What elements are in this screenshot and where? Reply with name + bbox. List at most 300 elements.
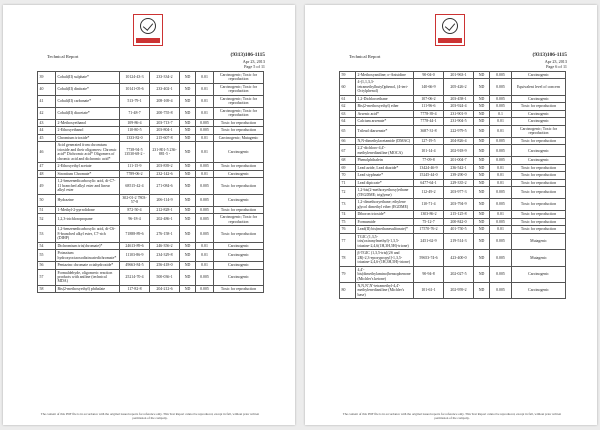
result-cell: ND <box>474 233 490 249</box>
substance-name-cell: Potassium hydroxyoctaoxodizincatedichromate* <box>56 250 120 262</box>
limit-cell: 0.005 <box>490 72 512 79</box>
limit-cell: 0.01 <box>196 72 214 84</box>
hazard-cell: Carcinogenic; Toxic for reproduction <box>214 107 264 119</box>
table-row <box>38 206 264 213</box>
result-cell: ND <box>474 250 490 266</box>
ec-no-cell: 229-335-2 <box>444 179 474 186</box>
item-no-cell: 74 <box>340 211 356 218</box>
hazard-cell: Toxic for reproduction <box>512 211 566 218</box>
limit-cell: 0.005 <box>490 137 512 144</box>
cas-no-cell: 101-61-1 <box>414 282 444 298</box>
result-cell: ND <box>180 262 196 269</box>
result-cell: ND <box>180 107 196 119</box>
substance-name-cell: 1,2-benzenedicarboxylic acid, di-C6-8-branched alkyl ester, C7-rich (DIHP) <box>56 226 120 242</box>
item-no-cell: 44 <box>38 127 56 134</box>
table-row <box>38 107 264 119</box>
table-row <box>340 164 566 171</box>
table-row <box>38 226 264 242</box>
table-row <box>340 95 566 102</box>
substance-name-cell: Cobalt(II) dinitrate* <box>56 83 120 95</box>
ec-no-cell: 203-804-1 <box>150 127 180 134</box>
ec-no-cell: 201-963-1 <box>444 72 474 79</box>
result-cell: ND <box>474 125 490 137</box>
table-row <box>38 269 264 285</box>
hazard-cell: Toxic for reproduction <box>512 199 566 211</box>
table-row <box>340 79 566 95</box>
item-no-cell: 40 <box>38 83 56 95</box>
item-no-cell: 69 <box>340 164 356 171</box>
cas-no-cell: 90-94-8 <box>414 266 444 282</box>
limit-cell: 0.005 <box>490 95 512 102</box>
item-no-cell: 58 <box>38 285 56 292</box>
limit-cell: 0.005 <box>196 119 214 126</box>
limit-cell: 0.1 <box>490 110 512 117</box>
cas-no-cell: 10124-43-3 <box>120 72 150 84</box>
ec-no-cell: 233-334-2 <box>150 72 180 84</box>
cas-no-cell: 25214-70-4 <box>120 269 150 285</box>
substance-name-cell: Strontium Chromate* <box>56 170 120 177</box>
item-no-cell: 73 <box>340 199 356 211</box>
substance-name-cell: Lead styphnate* <box>356 172 414 179</box>
hazard-cell: Carcinogenic; Toxic for reproduction <box>512 125 566 137</box>
ec-no-cell: 203-794-9 <box>444 199 474 211</box>
hazard-cell: Toxic for reproduction <box>214 226 264 242</box>
table-row <box>38 170 264 177</box>
limit-cell: 0.01 <box>490 226 512 233</box>
hazard-cell: Carcinogenic; Toxic for reproduction <box>214 72 264 84</box>
item-no-cell: 49 <box>38 178 56 194</box>
ec-no-cell: 231-901-9 <box>444 110 474 117</box>
cas-no-cell: 302-01-2 7803-57-8 <box>120 194 150 206</box>
cas-no-cell: 7778-39-4 <box>414 110 444 117</box>
result-cell: ND <box>474 211 490 218</box>
hazard-cell: Carcinogenic <box>512 72 566 79</box>
hazard-cell: Carcinogenic <box>512 110 566 117</box>
cas-no-cell: 96-18-4 <box>120 214 150 226</box>
limit-cell: 0.01 <box>490 179 512 186</box>
item-no-cell: 52 <box>38 214 56 226</box>
item-no-cell: 57 <box>38 269 56 285</box>
limit-cell: 0.01 <box>196 83 214 95</box>
hazard-cell: Carcinogenic <box>512 266 566 282</box>
item-no-cell: 51 <box>38 206 56 213</box>
result-cell: ND <box>180 194 196 206</box>
item-no-cell: 41 <box>38 95 56 107</box>
substance-name-cell: Bis(2-methoxyethyl) ether <box>356 103 414 110</box>
hazard-cell: Carcinogenic; Mutagenic <box>214 134 264 141</box>
table-row <box>340 250 566 266</box>
substance-name-cell: Cobalt(II) diacetate* <box>56 107 120 119</box>
substance-name-cell: 2-Methoxyethanol <box>56 119 120 126</box>
limit-cell: 0.01 <box>196 170 214 177</box>
result-cell: ND <box>180 226 196 242</box>
hazard-cell: Toxic for reproduction <box>214 127 264 134</box>
hazard-cell: Toxic for reproduction <box>214 285 264 292</box>
result-cell: ND <box>180 83 196 95</box>
hazard-cell: Toxic for reproduction <box>512 137 566 144</box>
substance-name-cell: Diboron trioxide* <box>356 211 414 218</box>
substance-name-cell: Hydrazine <box>56 194 120 206</box>
item-no-cell: 75 <box>340 218 356 225</box>
table-row <box>340 211 566 218</box>
ec-no-cell: 256-418-0 <box>150 262 180 269</box>
substance-name-cell: N,N-dimethylacetamide (DMAC) <box>356 137 414 144</box>
substance-name-cell: 2-Ethoxyethyl acetate <box>56 163 120 170</box>
hazard-cell: Carcinogenic <box>512 118 566 125</box>
item-no-cell: 79 <box>340 266 356 282</box>
item-no-cell: 61 <box>340 95 356 102</box>
ec-no-cell: 232-142-6 <box>150 170 180 177</box>
page-footer: The content of this PDF file is in accordance with the original issued reports for reference only. This Test Report cannot be reproduced, except in full, without prior written permission of the company. <box>342 411 562 420</box>
ec-no-cell: 206-114-9 <box>150 194 180 206</box>
hazard-cell: Carcinogenic <box>512 145 566 157</box>
limit-cell: 0.01 <box>490 211 512 218</box>
ec-no-cell: 212-828-1 <box>150 206 180 213</box>
cas-no-cell: 140-66-9 <box>414 79 444 95</box>
cas-no-cell: 7778-44-1 <box>414 118 444 125</box>
table-row <box>340 125 566 137</box>
table-row <box>340 172 566 179</box>
result-cell: ND <box>474 199 490 211</box>
cas-no-cell: 15245-44-0 <box>414 172 444 179</box>
hazard-cell: Toxic for reproduction <box>214 119 264 126</box>
table-row <box>38 214 264 226</box>
cas-no-cell: 17570-76-2 <box>414 226 444 233</box>
ec-no-cell: 215-607-8 <box>150 134 180 141</box>
hazard-cell: Toxic for reproduction <box>512 187 566 199</box>
ec-no-cell: 202-918-9 <box>444 145 474 157</box>
cas-no-cell: 11103-86-9 <box>120 250 150 262</box>
report-title: Technical Report <box>349 54 381 59</box>
limit-cell: 0.01 <box>196 242 214 249</box>
item-no-cell: 77 <box>340 233 356 249</box>
ec-no-cell: 423-400-0 <box>444 250 474 266</box>
limit-cell: 0.01 <box>490 164 512 171</box>
cas-no-cell: 59653-74-6 <box>414 250 444 266</box>
ec-no-cell: 204-212-6 <box>150 285 180 292</box>
cas-no-cell: 3687-31-8 <box>414 125 444 137</box>
table-row <box>38 95 264 107</box>
result-cell: ND <box>180 178 196 194</box>
ec-no-cell: 231-904-5 <box>444 118 474 125</box>
cas-no-cell: 872-50-4 <box>120 206 150 213</box>
page-number: Page 5 of 11 <box>244 64 265 69</box>
result-cell: ND <box>180 206 196 213</box>
substance-name-cell: Lead dipicrate* <box>356 179 414 186</box>
item-no-cell: 55 <box>38 250 56 262</box>
table-row <box>340 187 566 199</box>
hazard-cell: Toxic for reproduction <box>512 218 566 225</box>
limit-cell: 0.005 <box>490 282 512 298</box>
ec-no-cell: 203-977-3 <box>444 187 474 199</box>
result-cell: ND <box>180 119 196 126</box>
substance-name-cell: 1,2-Dichloroethane <box>356 95 414 102</box>
ec-no-cell: 233-402-1 <box>150 83 180 95</box>
table-row <box>340 157 566 164</box>
ec-no-cell: 205-426-2 <box>444 79 474 95</box>
ec-no-cell: 236-542-1 <box>444 164 474 171</box>
cas-no-cell: 111-15-9 <box>120 163 150 170</box>
hazard-cell: Toxic for reproduction <box>512 179 566 186</box>
item-no-cell: 46 <box>38 142 56 163</box>
hazard-cell: Carcinogenic <box>214 142 264 163</box>
substance-name-cell: Acid generated from chromium trioxide and their oligomers: Chromic acid* Dichromic acid* Oligomers of chromic acid and dichromic acid* <box>56 142 120 163</box>
hazard-cell: Carcinogenic <box>512 157 566 164</box>
result-cell: ND <box>180 242 196 249</box>
item-no-cell: 71 <box>340 179 356 186</box>
cas-no-cell: 68515-42-4 <box>120 178 150 194</box>
limit-cell: 0.01 <box>196 107 214 119</box>
cas-no-cell: 75-12-7 <box>414 218 444 225</box>
result-cell: ND <box>474 110 490 117</box>
cas-no-cell: 2451-62-9 <box>414 233 444 249</box>
substance-name-cell: 1-Methyl-2-pyrrolidone <box>56 206 120 213</box>
item-no-cell: 53 <box>38 226 56 242</box>
cas-no-cell: 49663-84-5 <box>120 262 150 269</box>
result-cell: ND <box>180 72 196 84</box>
substance-name-cell: Bis(2-methoxyethyl) phthalate <box>56 285 120 292</box>
table-row <box>38 194 264 206</box>
item-no-cell: 78 <box>340 250 356 266</box>
substance-name-cell: Cobalt(II) sulphate* <box>56 72 120 84</box>
item-no-cell: 70 <box>340 172 356 179</box>
cas-no-cell: 7789-06-2 <box>120 170 150 177</box>
hazard-cell: Toxic for reproduction <box>512 172 566 179</box>
limit-cell: 0.01 <box>196 95 214 107</box>
report-page-5 <box>3 5 295 425</box>
result-cell: ND <box>474 172 490 179</box>
result-cell: ND <box>180 269 196 285</box>
ec-no-cell: 203-458-1 <box>444 95 474 102</box>
table-row <box>340 145 566 157</box>
hazard-cell: Carcinogenic; Toxic for reproduction <box>214 83 264 95</box>
table-row <box>340 199 566 211</box>
ec-no-cell: 500-036-1 <box>150 269 180 285</box>
hazard-cell: Toxic for reproduction <box>214 178 264 194</box>
substance-name-cell: Lead azide, Lead diazide* <box>356 164 414 171</box>
result-cell: ND <box>474 145 490 157</box>
ec-no-cell: 200-755-8 <box>150 107 180 119</box>
limit-cell: 0.005 <box>490 157 512 164</box>
ec-no-cell: 222-979-5 <box>444 125 474 137</box>
substance-table <box>37 71 264 293</box>
substance-name-cell: Chromium trioxide* <box>56 134 120 141</box>
substance-name-cell: Calcium arsenate* <box>356 118 414 125</box>
result-cell: ND <box>180 170 196 177</box>
table-row <box>340 226 566 233</box>
substance-name-cell: 1,2-dimethoxyethane; ethylene glycol dimethyl ether (EGDME) <box>356 199 414 211</box>
item-no-cell: 54 <box>38 242 56 249</box>
report-number: (9313)106-1115 <box>230 52 265 58</box>
table-row <box>38 262 264 269</box>
cas-no-cell: 10141-05-6 <box>120 83 150 95</box>
ec-no-cell: 204-826-4 <box>444 137 474 144</box>
substance-name-cell: 1,2-benzenedicarboxylic acid, di-C7-11 branched alkyl ester and linear alkyl ester <box>56 178 120 194</box>
item-no-cell: 68 <box>340 157 356 164</box>
cas-no-cell: 1333-82-0 <box>120 134 150 141</box>
hazard-cell: Toxic for reproduction <box>512 103 566 110</box>
limit-cell: 0.005 <box>196 285 214 292</box>
limit-cell: 0.005 <box>490 79 512 95</box>
table-row <box>38 142 264 163</box>
result-cell: ND <box>474 282 490 298</box>
cas-no-cell: 90-04-0 <box>414 72 444 79</box>
table-row <box>340 72 566 79</box>
limit-cell: 0.005 <box>196 206 214 213</box>
result-cell: ND <box>474 79 490 95</box>
hazard-cell: Carcinogenic <box>214 269 264 285</box>
result-cell: ND <box>474 95 490 102</box>
table-row <box>38 163 264 170</box>
cas-no-cell: 112-49-2 <box>414 187 444 199</box>
ec-no-cell: 239-290-0 <box>444 172 474 179</box>
hazard-cell: Carcinogenic; Toxic for reproduction <box>214 214 264 226</box>
report-page-6 <box>305 5 597 425</box>
ec-no-cell: 202-027-5 <box>444 266 474 282</box>
item-no-cell: 65 <box>340 125 356 137</box>
table-row <box>340 137 566 144</box>
hazard-cell: Toxic for reproduction <box>214 163 264 170</box>
ec-no-cell: 271-084-6 <box>150 178 180 194</box>
report-title: Technical Report <box>47 54 79 59</box>
cas-no-cell: 13424-46-9 <box>414 164 444 171</box>
ec-no-cell: 203-839-2 <box>150 163 180 170</box>
table-row <box>38 250 264 262</box>
item-no-cell: 43 <box>38 119 56 126</box>
limit-cell: 0.005 <box>196 226 214 242</box>
limit-cell: 0.01 <box>490 172 512 179</box>
item-no-cell: 48 <box>38 170 56 177</box>
cas-no-cell: 127-19-5 <box>414 137 444 144</box>
ec-no-cell: 202-959-2 <box>444 282 474 298</box>
result-cell: ND <box>474 72 490 79</box>
hazard-cell: Toxic for reproduction <box>214 206 264 213</box>
ec-no-cell: 208-169-4 <box>150 95 180 107</box>
table-row <box>340 266 566 282</box>
limit-cell: 0.005 <box>196 127 214 134</box>
ec-no-cell: 246-356-2 <box>150 242 180 249</box>
limit-cell: 0.005 <box>490 199 512 211</box>
substance-name-cell: 4-(1,1,3,3-tetramethylbutyl)phenol, (4-tert-Octylphenol) <box>356 79 414 95</box>
cas-no-cell: 71888-89-6 <box>120 226 150 242</box>
result-cell: ND <box>474 164 490 171</box>
hazard-cell: Carcinogenic; Toxic for reproduction <box>214 95 264 107</box>
cas-no-cell: 117-82-8 <box>120 285 150 292</box>
table-row <box>340 282 566 298</box>
ec-no-cell: 231-801-5 236-881-5 - <box>150 142 180 163</box>
cas-no-cell: 101-14-4 <box>414 145 444 157</box>
item-no-cell: 60 <box>340 79 356 95</box>
substance-name-cell: Pentazinc chromate octahydroxide* <box>56 262 120 269</box>
ec-no-cell: 203-713-7 <box>150 119 180 126</box>
hazard-cell: Carcinogenic <box>512 282 566 298</box>
substance-name-cell: Formaldehyde, oligomeric reaction products with aniline (technical MDA) <box>56 269 120 285</box>
limit-cell: 0.005 <box>490 266 512 282</box>
ec-no-cell: 276-158-1 <box>150 226 180 242</box>
limit-cell: 0.005 <box>196 269 214 285</box>
item-no-cell: 80 <box>340 282 356 298</box>
result-cell: ND <box>180 95 196 107</box>
hazard-cell: Mutagenic <box>512 233 566 249</box>
hazard-cell: Carcinogenic <box>512 95 566 102</box>
hazard-cell: Carcinogenic <box>214 262 264 269</box>
table-row <box>38 127 264 134</box>
hazard-cell: Mutagenic <box>512 250 566 266</box>
substance-name-cell: N,N,N',N'-tetramethyl-4,4'-methylenedianiline (Michler's base) <box>356 282 414 298</box>
substance-name-cell: Phenolphthalein <box>356 157 414 164</box>
substance-name-cell: β-TGIC (1,3,5-tris[(2S and 2R)-2,3-epoxypropyl]-1,3,5-triazine-2,4,6-(1H,3H,5H)-trione) <box>356 250 414 266</box>
table-row <box>340 233 566 249</box>
substance-name-cell: TGIC (1,3,5-tris(oxiranylmethyl)-1,3,5-triazine-2,4,6(1H,3H,5H)-trione) <box>356 233 414 249</box>
item-no-cell: 39 <box>38 72 56 84</box>
result-cell: ND <box>474 157 490 164</box>
limit-cell: 0.005 <box>490 145 512 157</box>
substance-name-cell: Cobalt(II) carbonate* <box>56 95 120 107</box>
item-no-cell: 50 <box>38 194 56 206</box>
result-cell: ND <box>474 103 490 110</box>
result-cell: ND <box>474 187 490 199</box>
substance-name-cell: 1,2-bis(2-methoxyethoxy)ethane (TEGDME; triglyme) <box>356 187 414 199</box>
result-cell: ND <box>180 142 196 163</box>
ec-no-cell: 200-842-0 <box>444 218 474 225</box>
cas-no-cell: 109-86-4 <box>120 119 150 126</box>
limit-cell: 0.005 <box>490 103 512 110</box>
result-cell: ND <box>180 250 196 262</box>
ec-no-cell: 234-329-8 <box>150 250 180 262</box>
cas-no-cell: 77-09-8 <box>414 157 444 164</box>
hazard-cell: Carcinogenic <box>214 194 264 206</box>
substance-name-cell: 2-Ethoxyethanol <box>56 127 120 134</box>
result-cell: ND <box>180 127 196 134</box>
cas-no-cell: 513-79-1 <box>120 95 150 107</box>
result-cell: ND <box>180 163 196 170</box>
item-no-cell: 63 <box>340 110 356 117</box>
table-row <box>340 218 566 225</box>
item-no-cell: 45 <box>38 134 56 141</box>
ec-no-cell: 219-514-3 <box>444 233 474 249</box>
limit-cell: 0.005 <box>490 233 512 249</box>
substance-name-cell: Dichromium tris(chromate)* <box>56 242 120 249</box>
ec-no-cell: 202-486-1 <box>150 214 180 226</box>
result-cell: ND <box>474 266 490 282</box>
cas-no-cell: 1303-86-2 <box>414 211 444 218</box>
limit-cell: 0.005 <box>490 218 512 225</box>
result-cell: ND <box>474 218 490 225</box>
result-cell: ND <box>474 118 490 125</box>
limit-cell: 0.01 <box>490 118 512 125</box>
substance-name-cell: Formamide <box>356 218 414 225</box>
cas-no-cell: 111-96-6 <box>414 103 444 110</box>
limit-cell: 0.01 <box>490 125 512 137</box>
cas-no-cell: 7738-94-5 13530-68-2 - <box>120 142 150 163</box>
ec-no-cell: 203-924-4 <box>444 103 474 110</box>
substance-name-cell: 2,2'-dichloro-4,4'-methylenedianiline (MOCA) <box>356 145 414 157</box>
substance-name-cell: 4,4'-bis(dimethylamino)benzophenone (Michler's ketone) <box>356 266 414 282</box>
ec-no-cell: 401-750-5 <box>444 226 474 233</box>
item-no-cell: 66 <box>340 137 356 144</box>
item-no-cell: 72 <box>340 187 356 199</box>
result-cell: ND <box>474 226 490 233</box>
item-no-cell: 62 <box>340 103 356 110</box>
bureau-veritas-logo <box>435 14 465 46</box>
result-cell: ND <box>180 134 196 141</box>
cas-no-cell: 24613-89-6 <box>120 242 150 249</box>
table-row <box>38 285 264 292</box>
substance-name-cell: Lead(II) bis(methanesulfonate)* <box>356 226 414 233</box>
table-row <box>38 83 264 95</box>
hazard-cell: Equivalent level of concern <box>512 79 566 95</box>
hazard-cell: Toxic for reproduction <box>512 226 566 233</box>
